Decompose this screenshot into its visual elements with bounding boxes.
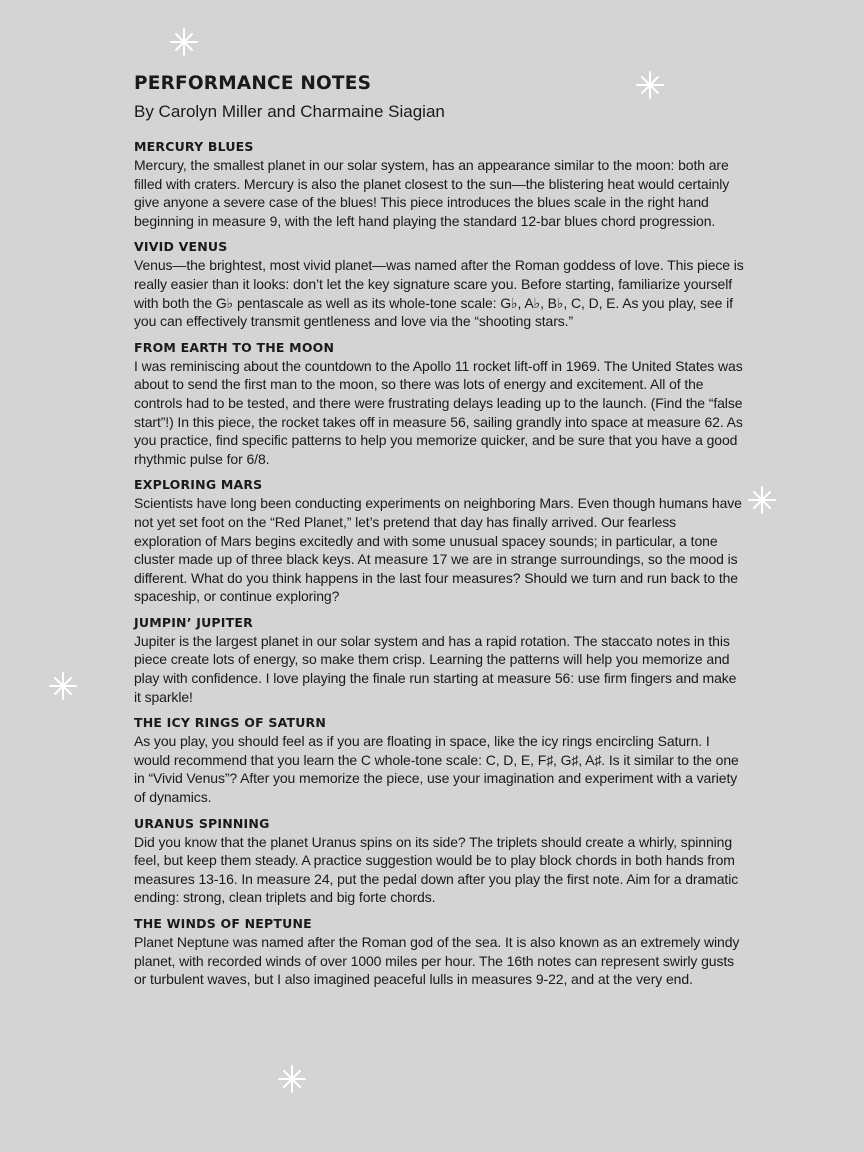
page-title: PERFORMANCE NOTES — [134, 73, 372, 94]
sparkle-star-icon — [277, 1064, 307, 1094]
performance-notes-page — [134, 72, 746, 997]
author-byline: By Carolyn Miller and Charmaine Siagian — [134, 102, 445, 121]
section-body: Venus—the brightest, most vivid planet—was named after the Roman goddess of love. This piece is really easier than it looks: don’t let the key signature scare you. Before starting, familiarize yourself with both the G♭ pentascale as well as its whole-tone scale: G♭, A♭, B♭, C, D, E. As you play, see if you can effectively transmit gentleness and love via the “shooting stars.” — [134, 257, 744, 330]
section-mercury-blues — [134, 138, 746, 230]
section-heading: VIVID VENUS — [134, 239, 228, 255]
section-heading: THE ICY RINGS OF SATURN — [134, 715, 327, 731]
section-body: Mercury, the smallest planet in our solar system, has an appearance similar to the moon: both are filled with craters. Mercury is also the planet closest to the sun—the blistering heat would certainly give anyone a severe case of the blues! This piece introduces the blues scale in the right hand beginning in measure 9, with the left hand playing the standard 12-bar blues chord progression. — [134, 157, 730, 229]
section-heading: JUMPIN’ JUPITER — [134, 614, 253, 630]
section-heading: THE WINDS OF NEPTUNE — [134, 916, 312, 931]
section-icy-rings-saturn — [134, 714, 746, 806]
sparkle-star-icon — [747, 485, 777, 515]
section-vivid-venus — [134, 238, 746, 330]
notes-sections — [134, 138, 746, 989]
section-heading: FROM EARTH TO THE MOON — [134, 339, 335, 355]
sparkle-star-icon — [169, 27, 199, 57]
section-body: As you play, you should feel as if you are floating in space, like the icy rings encircling Saturn. I would recommend that you learn the C whole-tone scale: C, D, E, F♯, G♯, A♯. Is it similar to the one in “Vivid Venus”? After you memorize the piece, use your imagination and experiment with a variety of dynamics. — [134, 733, 739, 806]
section-body: Planet Neptune was named after the Roman god of the sea. It is also known as an extremely windy planet, with recorded winds of over 1000 miles per hour. The 16th notes can represent swirly gusts or turbulent waves, but I also imagined peaceful lulls in measures 9-22, and at the very end. — [134, 934, 740, 988]
section-heading: MERCURY BLUES — [134, 139, 254, 154]
sparkle-star-icon — [48, 671, 78, 701]
section-body: Jupiter is the largest planet in our solar system and has a rapid rotation. The staccato notes in this piece create lots of energy, so make them crisp. Learning the patterns will help you memorize and play with confidence. I love playing the finale run starting at measure 56: use firm fingers and make it sparkle! — [134, 632, 737, 705]
section-exploring-mars — [134, 476, 746, 606]
section-jumpin-jupiter — [134, 614, 746, 706]
section-uranus-spinning — [134, 815, 746, 907]
section-body: Did you know that the planet Uranus spins on its side? The triplets should create a whirly, spinning feel, but keep them steady. A practice suggestion would be to play block chords in both hands from measures 13-16. In measure 24, put the pedal down after you play the first note. Aim for a dramatic ending: strong, clean triplets and big forte chords. — [134, 833, 739, 906]
section-earth-to-moon — [134, 339, 746, 469]
section-heading: EXPLORING MARS — [134, 477, 263, 493]
section-heading: URANUS SPINNING — [134, 815, 270, 831]
section-body: I was reminiscing about the countdown to the Apollo 11 rocket lift-off in 1969. The United States was about to send the first man to the moon, so there was lots of energy and excitement. All of the controls had to be tested, and there were frustrating delays leading up to the launch. (Find the “false start”!) In this piece, the rocket takes off in measure 56, sailing grandly into space at measure 62. As you practice, find specific patterns to help you memorize quicker, and be sure that you have a good rhythmic pulse for 6/8. — [134, 357, 743, 467]
section-body: Scientists have long been conducting experiments on neighboring Mars. Even though humans have not yet set foot on the “Red Planet,” let’s pretend that day has finally arrived. Our fearless exploration of Mars begins excitedly and with some unusual spacey sounds; in particular, a tone cluster made up of three black keys. At measure 17 we are in strange surroundings, so the mood is different. What do you think happens in the last four measures? Should we turn and run back to the spaceship, or continue exploring? — [134, 495, 742, 605]
section-winds-neptune — [134, 915, 746, 989]
